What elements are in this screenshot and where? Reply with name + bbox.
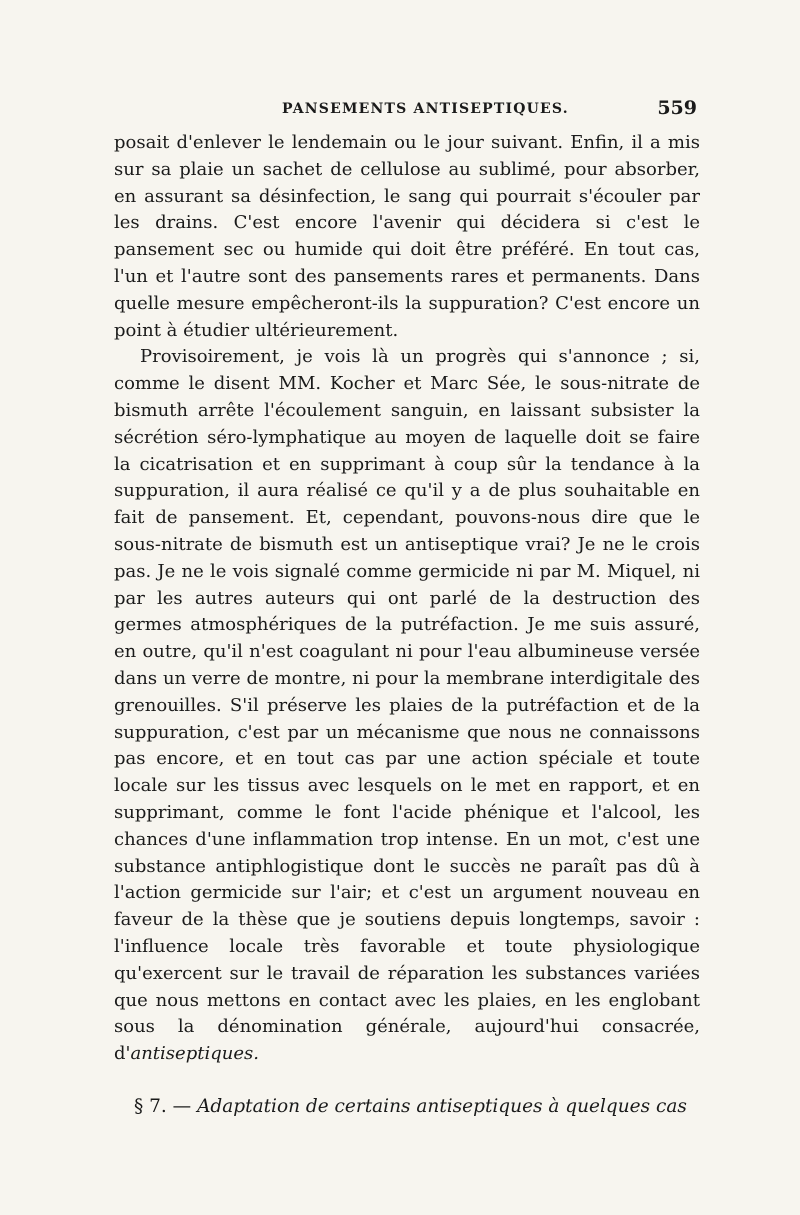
running-header bbox=[112, 97, 697, 123]
running-title: PANSEMENTS ANTISEPTIQUES. bbox=[282, 101, 569, 117]
paragraph-1: posait d'enlever le lendemain ou le jour suivant. Enfin, il a mis sur sa plaie un sachet de cellulose au sublimé, pour absorber, en assurant sa désinfection, le sang qui pourrait s'écouler par les drains. C'est encore l'avenir qui décidera si c'est le pansement sec ou humide qui doit être préféré. En tout cas, l'un et l'autre sont des pansements rares et permanents. Dans quelle mesure empêcheront-ils la suppuration? C'est encore un point à étudier ultérieurement. bbox=[114, 132, 700, 341]
paragraph-2-italic: antiseptiques. bbox=[130, 1043, 259, 1065]
paragraph-2 bbox=[114, 344, 700, 1068]
section-title: Adaptation de certains antiseptiques à quelques cas bbox=[197, 1096, 687, 1117]
paragraph-2-text: Provisoirement, je vois là un progrès qui s'annonce ; si, comme le disent MM. Kocher et Marc Sée, le sous-nitrate de bismuth arrête l'écoulement sanguin, en laissant subsister la sécrétion séro-lymphatique au moyen de laquelle doit se faire la cicatrisation et en supprimant à coup sûr la tendance à la suppuration, il aura réalisé ce qu'il y a de plus souhaitable en fait de pansement. Et, cependant, pouvons-nous dire que le sous-nitrate de bismuth est un antiseptique vrai? Je ne le crois pas. Je ne le vois signalé comme germicide ni par M. Miquel, ni par les autres auteurs qui ont parlé de la destruction des germes atmosphériques de la putréfaction. Je me suis assuré, en outre, qu'il n'est coagulant ni pour l'eau albumineuse versée dans un verre de montre, ni pour la membrane interdigitale des grenouilles. S'il préserve les plaies de la putréfaction et de la suppuration, c'est par un mécanisme que nous ne connaissons pas encore, et en tout cas par une action spéciale et toute locale sur les tissus avec lesquels on le met en rapport, et en supprimant, comme le font l'acide phénique et l'alcool, les chances d'une inflammation trop intense. En un mot, c'est une substance antiphlogistique dont le succès ne paraît pas dû à l'action germicide sur l'air; et c'est un argument nouveau en faveur de la thèse que je soutiens depuis longtemps, savoir : l'influence locale très favorable et toute physiologique qu'exercent sur le travail de réparation les substances variées que nous mettons en contact avec les plaies, en les englobant sous la dénomination générale, aujourd'hui consacrée, d' bbox=[114, 346, 700, 1065]
section-heading bbox=[134, 1096, 700, 1117]
body-text bbox=[114, 130, 700, 1068]
section-number: § 7. — bbox=[134, 1096, 192, 1117]
page-number: 559 bbox=[657, 97, 697, 119]
